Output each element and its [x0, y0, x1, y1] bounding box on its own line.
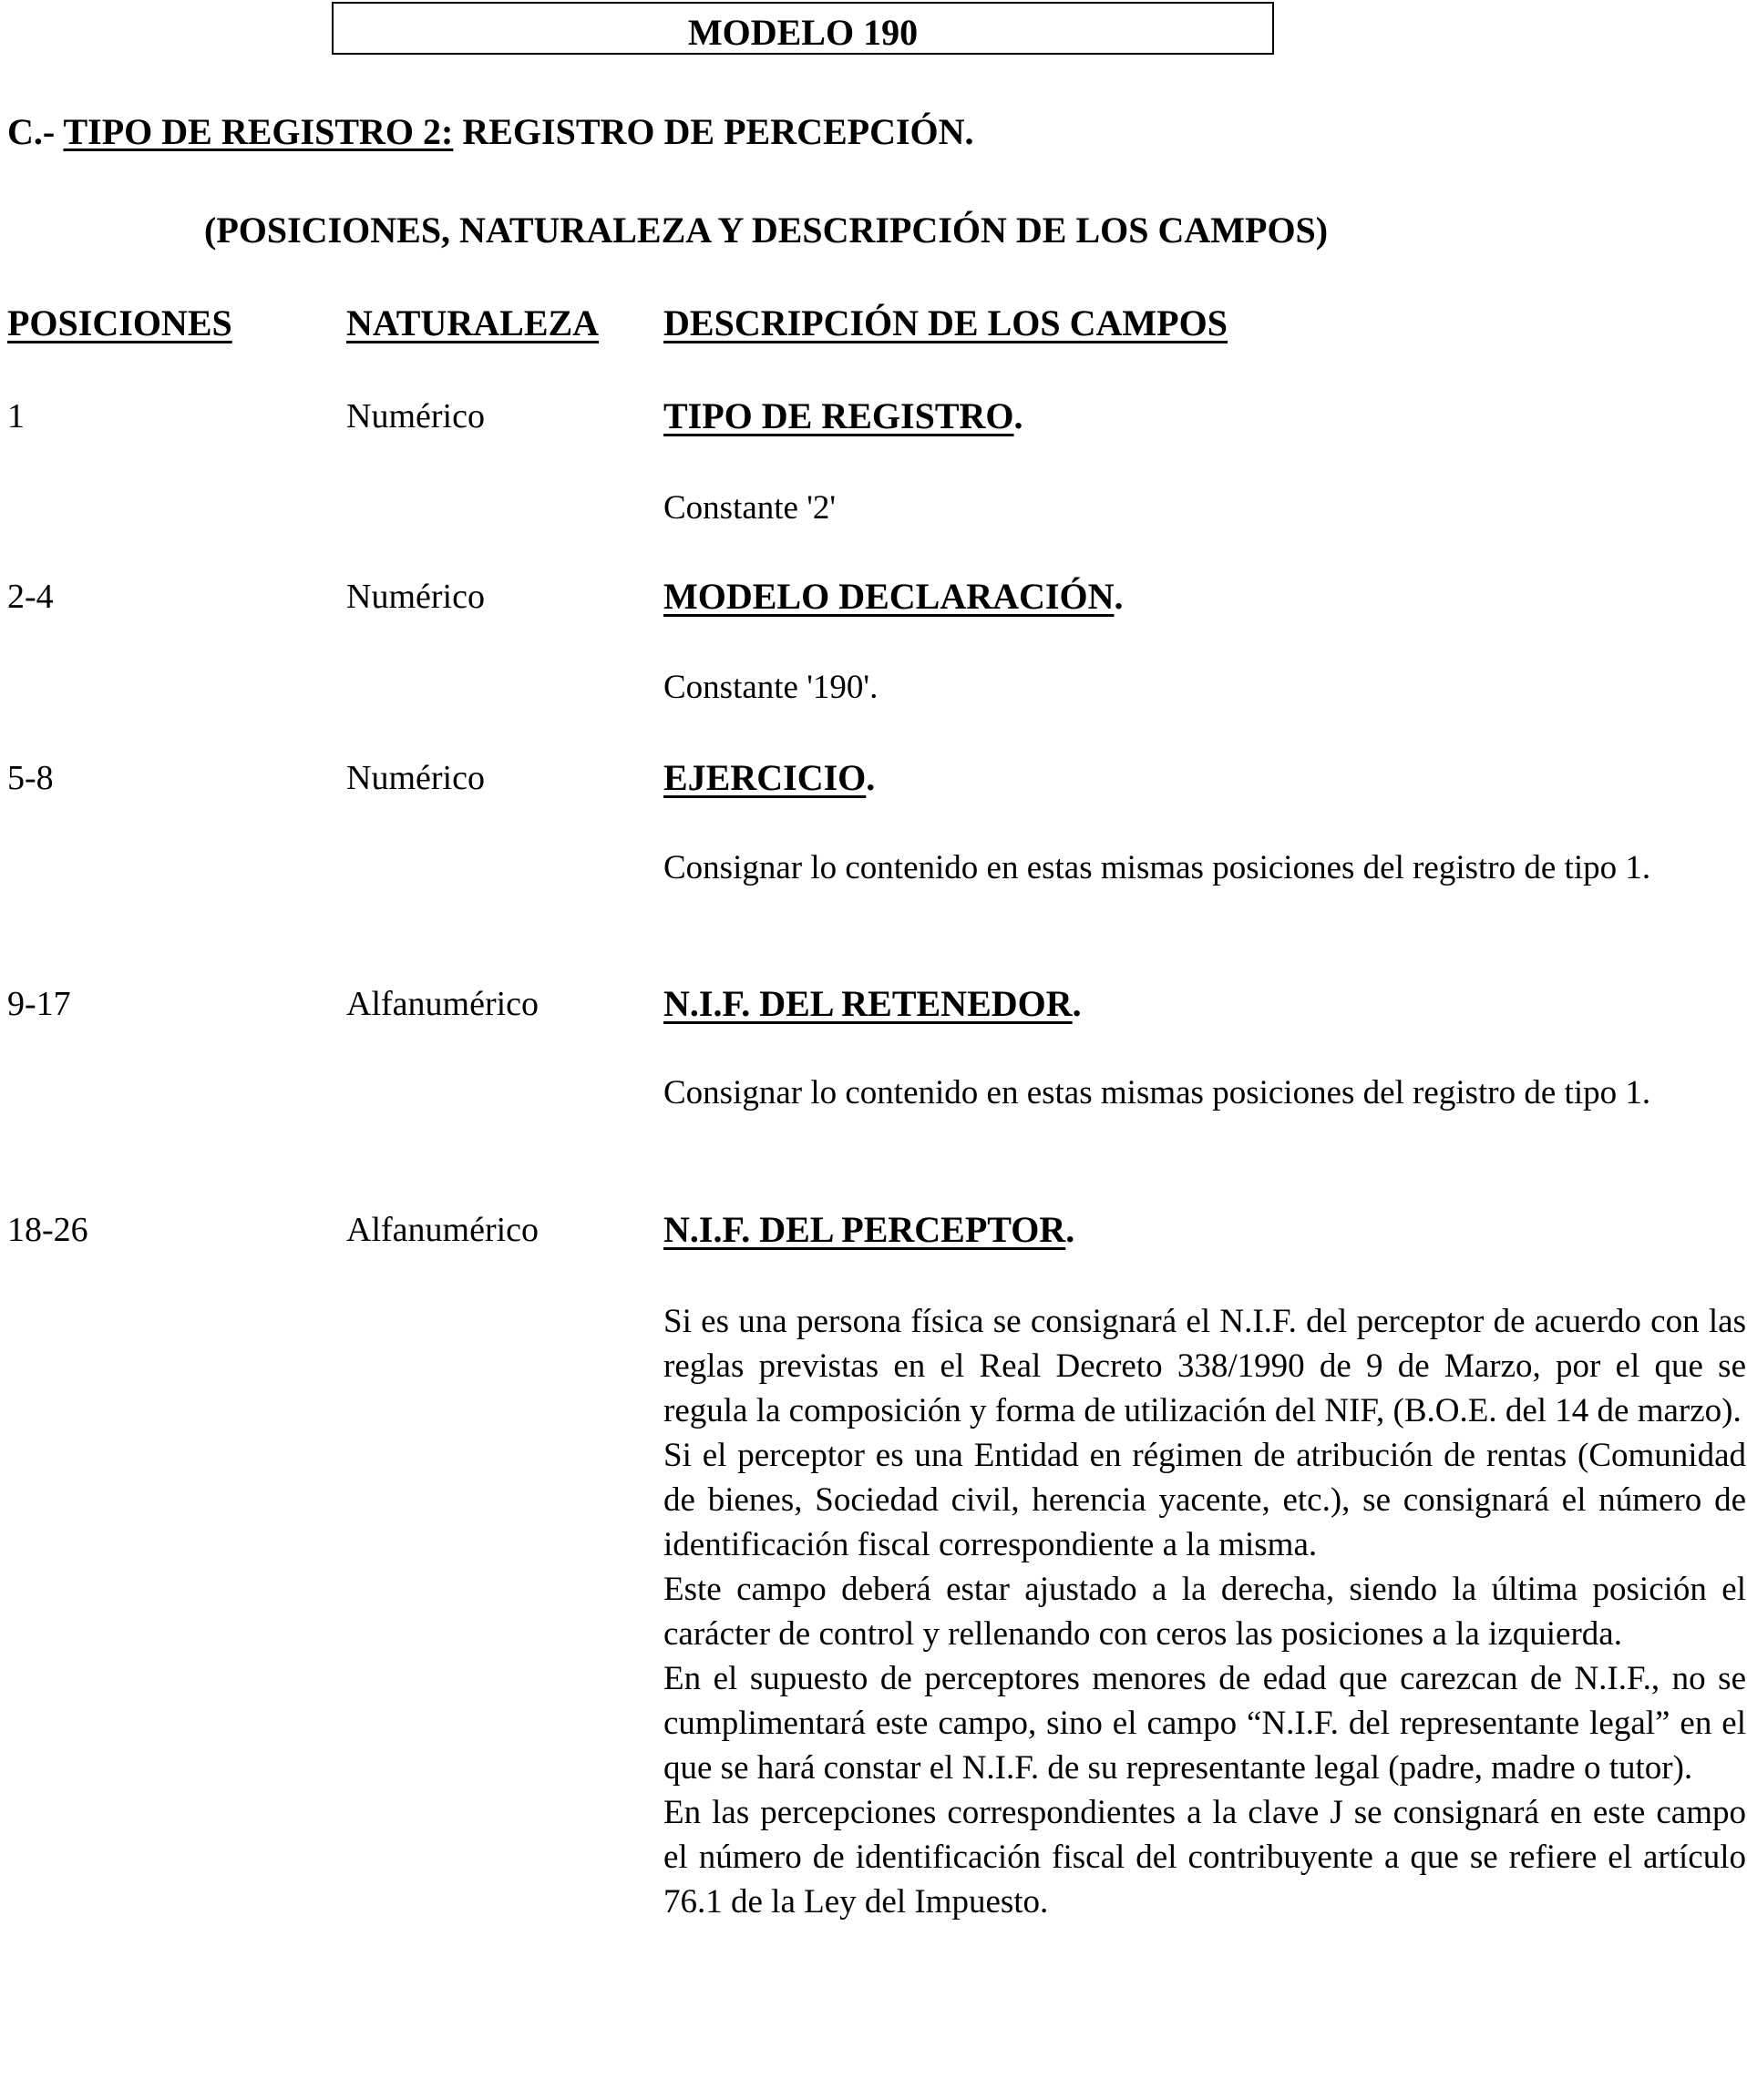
section-prefix: C.-: [7, 111, 64, 152]
field-positions: 9-17: [7, 985, 71, 1023]
description-paragraph: Si el perceptor es una Entidad en régimen de atribución de rentas (Comunidad de bienes, Sociedad civil, herencia yacente, etc.), se consignará el número de identificación fiscal correspondiente a la misma.: [663, 1437, 1746, 1563]
field-name: [663, 755, 875, 801]
field-description: [663, 665, 1746, 710]
field-description: [663, 845, 1746, 890]
field-description: [663, 1299, 1746, 1924]
field-name-text: TIPO DE REGISTRO: [663, 395, 1014, 436]
field-positions: 2-4: [7, 578, 54, 616]
description-paragraph: En las percepciones correspondientes a la clave J se consignará en este campo el número de identificación fiscal del contribuyente a que se refiere el artículo 76.1 de la Ley del Impuesto.: [663, 1794, 1746, 1921]
model-title: MODELO 190: [687, 12, 919, 53]
description-paragraph: En el supuesto de perceptores menores de edad que carezcan de N.I.F., no se cumplimentará este campo, sino el campo “N.I.F. del representante legal” en el que se hará constar el N.I.F. de su representante legal (padre, madre o tutor).: [663, 1660, 1746, 1787]
field-name-text: EJERCICIO: [663, 757, 867, 798]
field-name: [663, 394, 1023, 439]
field-name-suffix: .: [1114, 576, 1124, 617]
field-positions: 18-26: [7, 1211, 88, 1249]
column-header-positions: POSICIONES: [7, 302, 232, 343]
field-name-suffix: .: [1065, 1209, 1075, 1250]
field-positions: 1: [7, 397, 25, 435]
description-paragraph: Si es una persona física se consignará el N.I.F. del perceptor de acuerdo con las reglas previstas en el Real Decreto 338/1990 de 9 de Marzo, por el que se regula la composición y forma de utilización del NIF, (B.O.E. del 14 de marzo).: [663, 1303, 1746, 1429]
field-nature: Numérico: [346, 397, 485, 435]
description-paragraph: Consignar lo contenido en estas mismas posiciones del registro de tipo 1.: [663, 1074, 1651, 1111]
model-header-box: [332, 2, 1274, 55]
field-name-text: N.I.F. DEL RETENEDOR: [663, 983, 1073, 1024]
field-positions: 5-8: [7, 759, 54, 797]
field-nature: Alfanumérico: [346, 985, 540, 1023]
column-header-nature: NATURALEZA: [346, 302, 600, 343]
description-paragraph: Constante '2': [663, 489, 837, 527]
field-nature: Numérico: [346, 578, 485, 616]
section-title-underlined: TIPO DE REGISTRO 2:: [63, 111, 454, 152]
field-name-text: N.I.F. DEL PERCEPTOR: [663, 1209, 1066, 1250]
field-name-text: MODELO DECLARACIÓN: [663, 576, 1115, 617]
section-subtitle: (POSICIONES, NATURALEZA Y DESCRIPCIÓN DE LOS CAMPOS): [204, 210, 1329, 251]
field-description: [663, 486, 1746, 530]
column-header-description: DESCRIPCIÓN DE LOS CAMPOS: [663, 302, 1228, 343]
section-title: [7, 109, 974, 155]
description-paragraph: Constante '190'.: [663, 669, 879, 706]
field-name: [663, 981, 1082, 1027]
field-name-suffix: .: [1072, 983, 1082, 1024]
field-description: [663, 1070, 1746, 1115]
field-nature: Numérico: [346, 759, 485, 797]
description-paragraph: Este campo deberá estar ajustado a la derecha, siendo la última posición el carácter de control y rellenando con ceros las posiciones a la izquierda.: [663, 1571, 1746, 1653]
field-name-suffix: .: [1013, 395, 1023, 436]
description-paragraph: Consignar lo contenido en estas mismas posiciones del registro de tipo 1.: [663, 849, 1651, 886]
field-nature: Alfanumérico: [346, 1211, 540, 1249]
field-name: [663, 1207, 1074, 1253]
section-title-rest: REGISTRO DE PERCEPCIÓN.: [453, 111, 974, 152]
field-name-suffix: .: [866, 757, 876, 798]
field-name: [663, 574, 1123, 620]
